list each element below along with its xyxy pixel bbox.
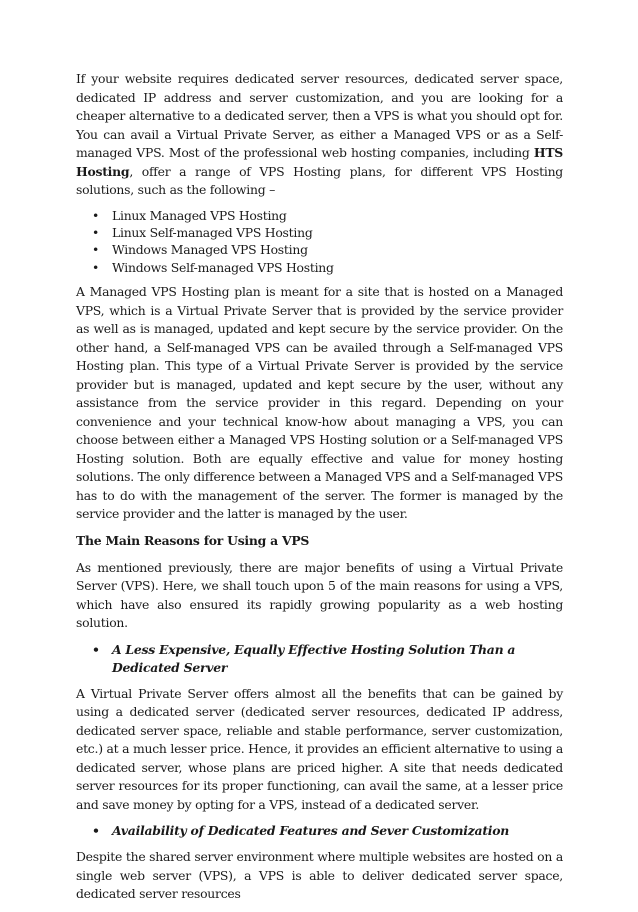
- document-body: [76, 70, 563, 912]
- subheading-less-expensive: [76, 641, 563, 677]
- vps-hosting-list: [76, 207, 563, 277]
- bullet-icon: •: [92, 207, 100, 223]
- intro-text-part1: If your website requires dedicated server resources, dedicated server space, dedicated IP address and server customization, and you are looking for a cheaper alternative to a dedicated server, then a VPS is what you should opt for. You can avail a Virtual Private Server, as either a Managed VPS or as a Self-managed VPS. Most of the professional web hosting companies, including: [76, 71, 563, 160]
- list-item-label: Windows Managed VPS Hosting: [112, 242, 308, 258]
- bullet-icon: •: [92, 242, 100, 258]
- managed-vps-paragraph: A Managed VPS Hosting plan is meant for a site that is hosted on a Managed VPS, which is a Virtual Private Server that is provided by the service provider as well as is managed, updated and kept secure by the service provider. On the other hand, a Self-managed VPS can be availed through a Self-managed VPS Hosting plan. This type of a Virtual Private Server is provided by the service provider but is managed, updated and kept secure by the user, without any assistance from the service provider in this regard. Depending on your convenience and your technical know-how about managing a VPS, you can choose between either a Managed VPS Hosting solution or a Self-managed VPS Hosting solution. Both are equally effective and value for money hosting solutions. The only difference between a Managed VPS and a Self-managed VPS has to do with the management of the server. The former is managed by the service provider and the latter is managed by the user.: [76, 284, 563, 522]
- dedicated-features-paragraph: Despite the shared server environment where multiple websites are hosted on a single web server (VPS), a VPS is able to deliver dedicated server space, dedicated server resources: [76, 849, 563, 902]
- list-item: [76, 241, 563, 258]
- section-heading: The Main Reasons for Using a VPS: [76, 532, 310, 548]
- bullet-icon: •: [92, 259, 100, 275]
- list-item-label: Linux Self-managed VPS Hosting: [112, 224, 313, 240]
- list-item: [76, 224, 563, 241]
- subheading-label: A Less Expensive, Equally Effective Hosting Solution Than a Dedicated Server: [112, 641, 516, 675]
- list-item: [76, 207, 563, 224]
- reasons-paragraph: As mentioned previously, there are major benefits of using a Virtual Private Server (VPS). Here, we shall touch upon 5 of the main reasons for using a VPS, which have also ensured its rapidly growing popularity as a web hosting solution.: [76, 559, 563, 631]
- bullet-icon: •: [92, 641, 100, 657]
- list-item-label: Linux Managed VPS Hosting: [112, 207, 287, 223]
- list-item: [76, 259, 563, 276]
- intro-paragraph: [76, 70, 563, 200]
- bullet-icon: •: [92, 823, 100, 839]
- subheading-label: Availability of Dedicated Features and Sever Customization: [112, 823, 510, 839]
- intro-text-part2: , offer a range of VPS Hosting plans, for different VPS Hosting solutions, such as the following –: [76, 163, 563, 197]
- bullet-icon: •: [92, 224, 100, 240]
- hts-hosting-bold: HTS Hosting: [76, 145, 563, 179]
- subheading-dedicated-features: [76, 822, 563, 840]
- list-item-label: Windows Self-managed VPS Hosting: [112, 259, 334, 275]
- less-expensive-paragraph: A Virtual Private Server offers almost all the benefits that can be gained by using a dedicated server (dedicated server resources, dedicated IP address, dedicated server space, reliable and stable performance, server customization, etc.) at a much lesser price. Hence, it provides an efficient alternative to using a dedicated server, whose plans are priced higher. A site that needs dedicated server resources for its proper functioning, can avail the same, at a lesser price and save money by opting for a VPS, instead of a dedicated server.: [76, 685, 563, 812]
